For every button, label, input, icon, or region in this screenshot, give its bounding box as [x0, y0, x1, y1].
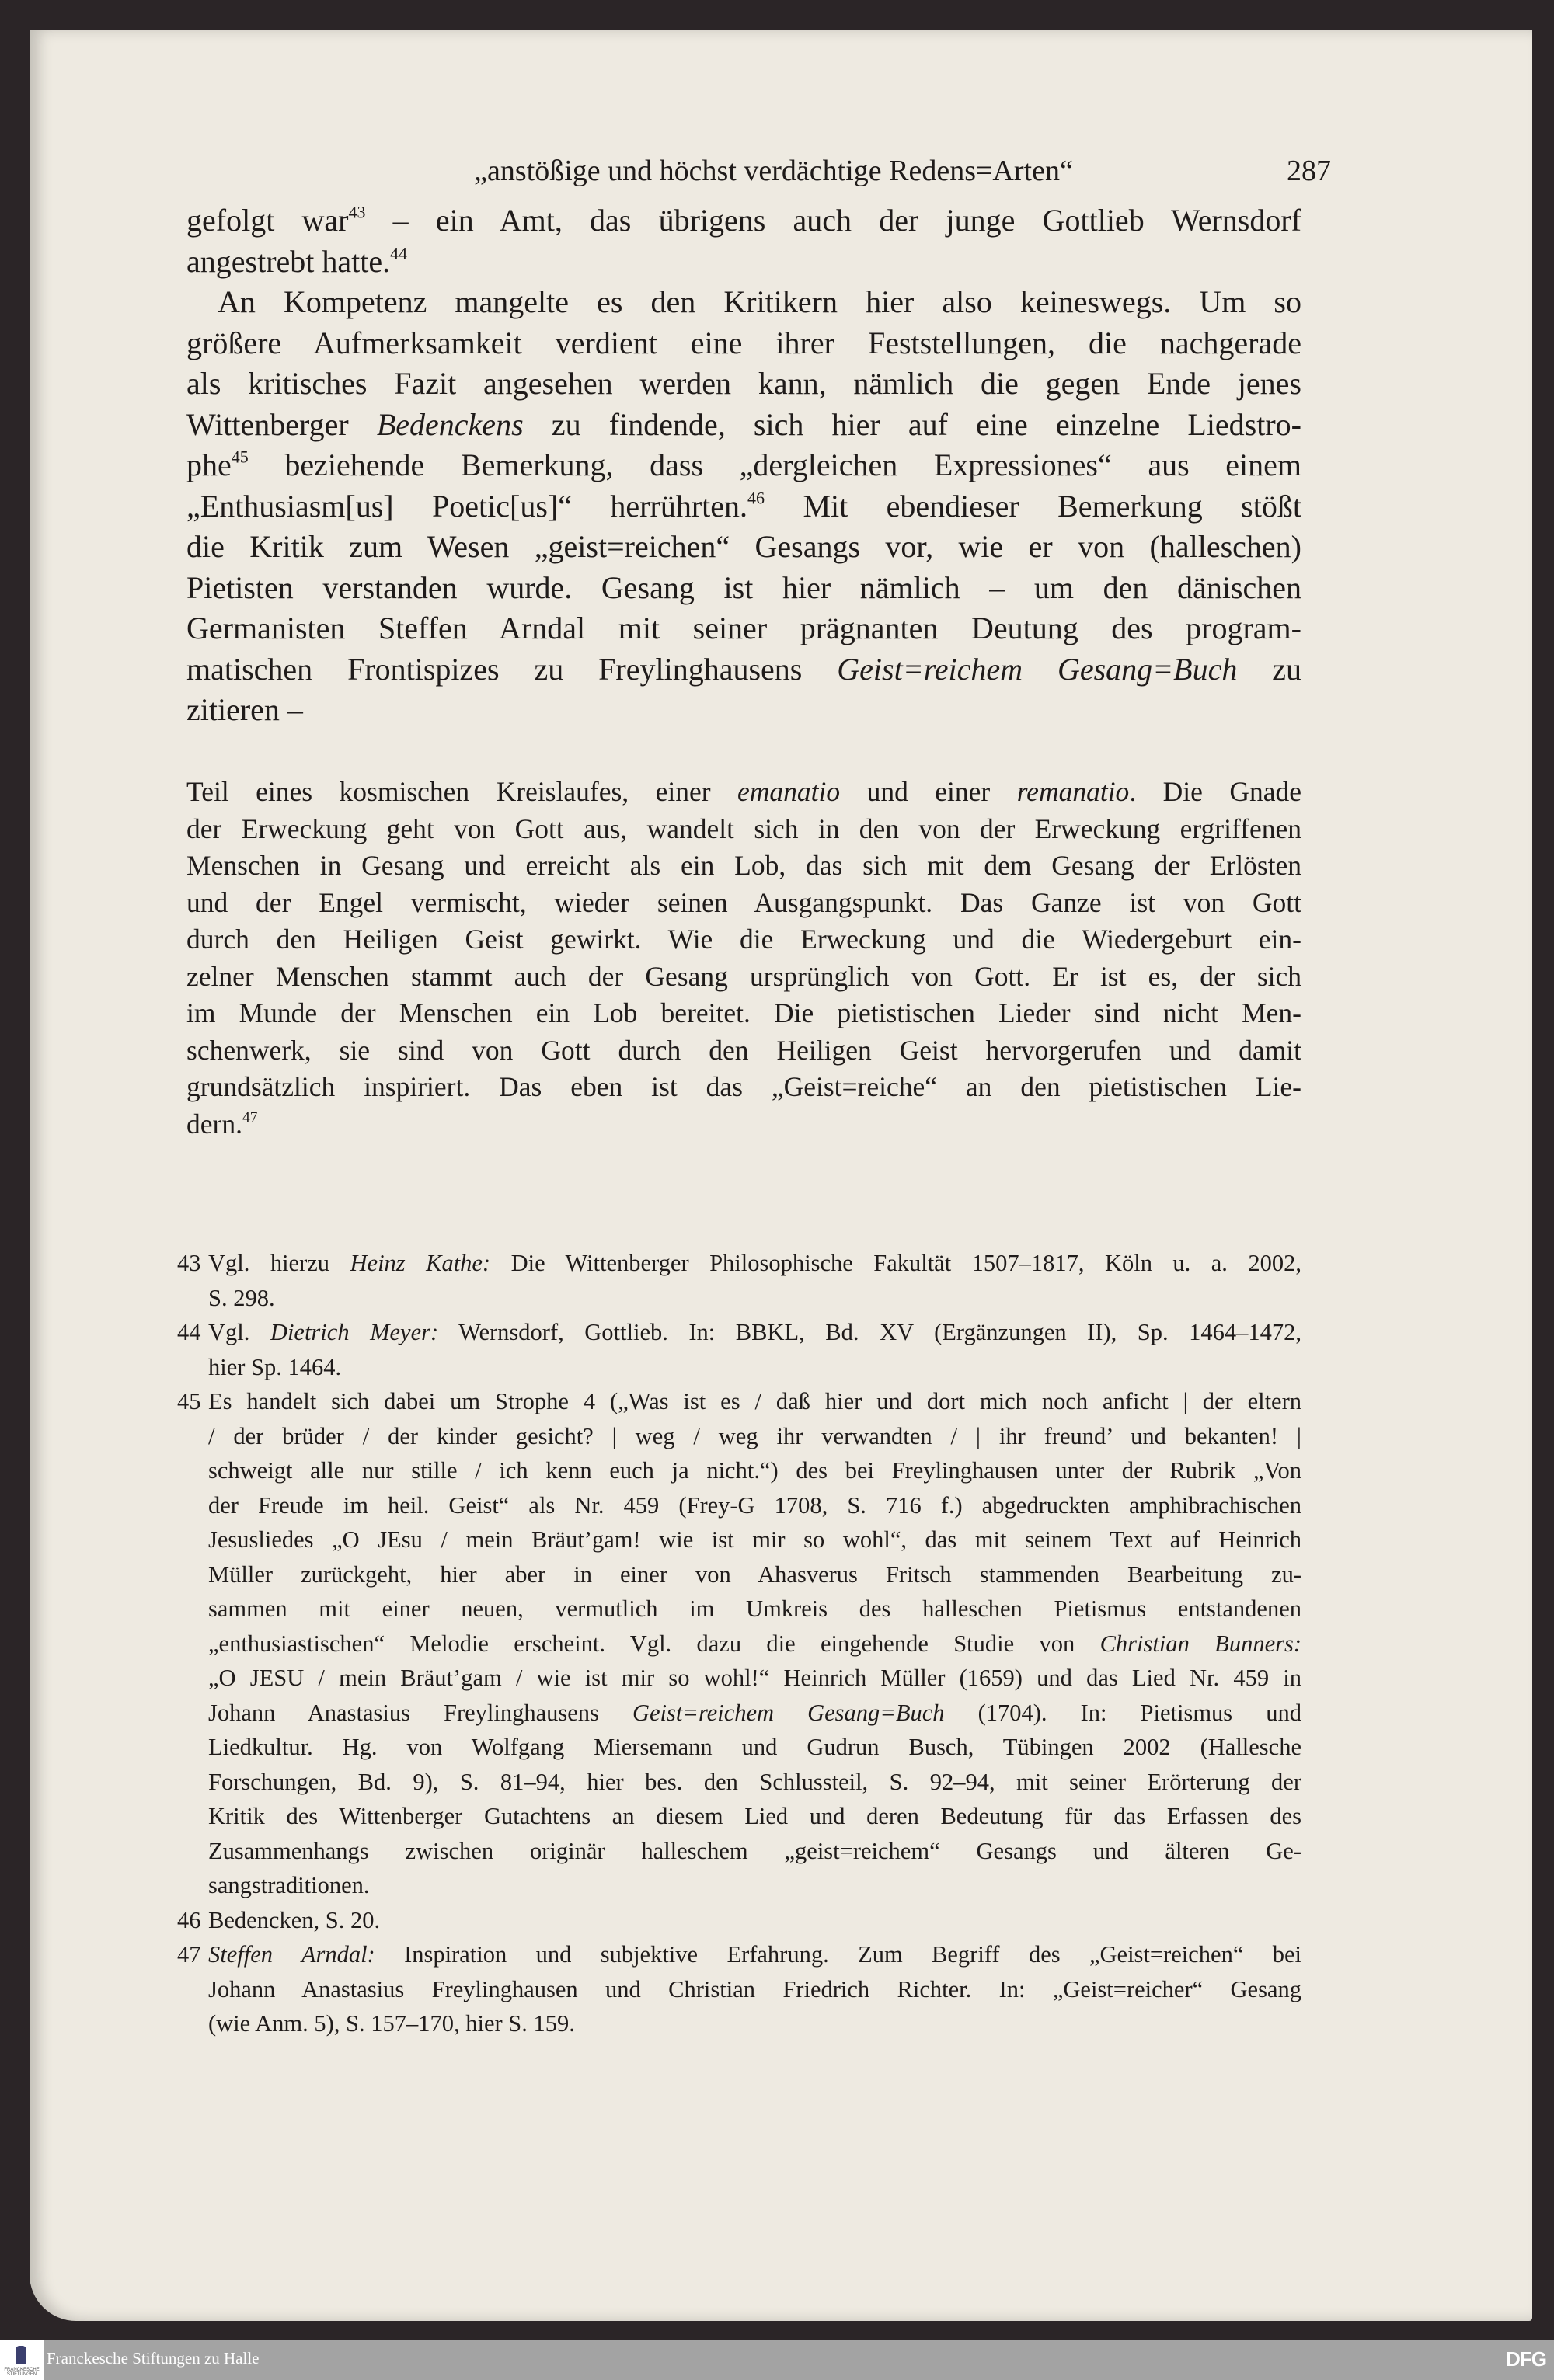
text-line — [186, 921, 1301, 959]
text-run: Johann Anastasius Freylinghausens — [208, 1699, 632, 1726]
text-run: „O JESU / mein Bräut’gam / wie ist mir so wohl!“ Heinrich Müller (1659) und das Lied Nr. 459 in — [208, 1665, 1301, 1691]
footnote-number: 46 — [177, 1906, 201, 1933]
text-run: schenwerk, sie sind von Gott durch den Heiligen Geist hervorgerufen und damit — [186, 1034, 1301, 1066]
footnote-number: 45 — [177, 1388, 201, 1414]
text-run: Müller zurückgeht, hier aber in einer von Ahasverus Fritsch stammenden Bearbeitung zu- — [208, 1561, 1301, 1588]
text-run: Vgl. hierzu — [208, 1250, 350, 1276]
italic-text: Steffen Arndal: — [208, 1941, 375, 1968]
text-line — [208, 1868, 1301, 1903]
text-line — [186, 200, 1301, 242]
footer-bar — [0, 2340, 1554, 2380]
text-run: Es handelt sich dabei um Strophe 4 („Was ist es / daß hier und dort mich noch anficht | der eltern — [208, 1388, 1301, 1414]
text-line — [208, 1627, 1301, 1661]
text-line — [186, 649, 1301, 691]
italic-text: remanatio — [1016, 776, 1130, 807]
text-line — [186, 1069, 1301, 1106]
text-run: phe — [186, 447, 232, 482]
text-line — [186, 959, 1301, 996]
italic-text: Bedenckens — [376, 406, 524, 442]
text-run: sammen mit einer neuen, vermutlich im Umkreis des halleschen Pietismus entstandenen — [208, 1595, 1301, 1622]
text-run: Wernsdorf, Gottlieb. In: BBKL, Bd. XV (Ergänzungen II), Sp. 1464–1472, — [438, 1319, 1302, 1345]
footnote-ref[interactable]: 44 — [390, 243, 408, 263]
text-run: Kritik des Wittenberger Gutachtens an diesem Lied und deren Bedeutung für das Erfassen des — [208, 1803, 1301, 1829]
text-line — [186, 323, 1301, 364]
text-line — [208, 1246, 1301, 1281]
text-line — [208, 1972, 1301, 2007]
text-run: sangstraditionen. — [208, 1872, 370, 1898]
text-run: und der Engel vermischt, wieder seinen Ausgangspunkt. Das Ganze ist von Gott — [186, 886, 1301, 918]
text-line — [186, 445, 1301, 486]
text-line — [208, 2006, 1301, 2041]
text-line — [208, 1592, 1301, 1627]
text-run: dern. — [186, 1108, 242, 1140]
institution-name: Franckesche Stiftungen zu Halle — [47, 2349, 260, 2368]
text-line — [186, 1106, 1301, 1143]
text-run: als kritisches Fazit angesehen werden kann, nämlich die gegen Ende jenes — [186, 366, 1301, 401]
text-run: gefolgt war — [186, 203, 349, 238]
text-line — [186, 364, 1301, 405]
text-run: (1704). In: Pietismus und — [944, 1699, 1301, 1726]
text-run: Jesusliedes „O JEsu / mein Bräut’gam! wie ist mir so wohl“, das mit seinem Text auf Heinrich — [208, 1526, 1301, 1553]
text-run: größere Aufmerksamkeit verdient eine ihrer Feststellungen, die nachgerade — [186, 325, 1301, 360]
text-run: Forschungen, Bd. 9), S. 81–94, hier bes. den Schlussteil, S. 92–94, mit seiner Erörterung der — [208, 1768, 1301, 1795]
text-line — [208, 1834, 1301, 1869]
text-line — [208, 1384, 1301, 1419]
text-run: Menschen in Gesang und erreicht als ein Lob, das sich mit dem Gesang der Erlösten — [186, 850, 1301, 881]
text-line — [186, 282, 1301, 323]
text-run: Die Wittenberger Philosophische Fakultät 1507–1817, Köln u. a. 2002, — [490, 1250, 1301, 1276]
footnote-text — [208, 1384, 1301, 1903]
footnote-46 — [177, 1903, 1301, 1938]
text-run: Vgl. — [208, 1319, 270, 1345]
text-line — [186, 486, 1301, 527]
footnote-text — [208, 1315, 1301, 1384]
footnote-45 — [177, 1384, 1301, 1903]
text-run: schweigt alle nur stille / ich kenn euch ja nicht.“) des bei Freylinghausen unter der Rubrik „Von — [208, 1457, 1301, 1484]
text-line — [186, 608, 1301, 649]
text-run: beziehende Bemerkung, dass „dergleichen Expressiones“ aus einem — [248, 447, 1301, 482]
text-run: durch den Heiligen Geist gewirkt. Wie die Erweckung und die Wiedergeburt ein- — [186, 924, 1301, 955]
text-run: grundsätzlich inspiriert. Das eben ist das „Geist=reiche“ an den pietistischen Lie- — [186, 1071, 1301, 1102]
footnote-47 — [177, 1937, 1301, 2041]
footnote-text — [208, 1937, 1301, 2041]
text-line — [186, 405, 1301, 446]
text-line — [186, 774, 1301, 811]
text-line — [208, 1350, 1301, 1385]
italic-text: Heinz Kathe: — [350, 1250, 491, 1276]
text-line — [186, 242, 1301, 283]
text-run: der Freude im heil. Geist“ als Nr. 459 (Frey-G 1708, S. 716 f.) abgedruckten amphibrachischen — [208, 1491, 1301, 1519]
text-run: hier Sp. 1464. — [208, 1353, 342, 1380]
text-run: und einer — [840, 776, 1017, 807]
body-text — [186, 200, 1301, 731]
italic-text: emanatio — [737, 776, 841, 807]
text-run: angestrebt hatte. — [186, 243, 391, 279]
text-line — [186, 995, 1301, 1032]
text-line — [208, 1661, 1301, 1696]
text-line — [208, 1522, 1301, 1557]
italic-text: Geist=reichem Gesang=Buch — [632, 1699, 945, 1726]
page-number: 287 — [1287, 155, 1331, 187]
text-line — [208, 1488, 1301, 1523]
footnote-number: 47 — [177, 1941, 201, 1968]
dfg-logo: DFG — [1506, 2347, 1546, 2371]
italic-text: Christian Bunners: — [1099, 1630, 1301, 1657]
text-run: zelner Menschen stammt auch der Gesang ursprünglich von Gott. Er ist es, der sich — [186, 960, 1301, 992]
text-run: zu findende, sich hier auf eine einzelne Liedstro- — [523, 406, 1302, 442]
text-line — [208, 1453, 1301, 1488]
text-run: Johann Anastasius Freylinghausen und Christian Friedrich Richter. In: „Geist=reicher“ Gesang — [208, 1975, 1301, 2002]
text-run: „enthusiastischen“ Melodie erscheint. Vgl. dazu die eingehende Studie von — [208, 1630, 1100, 1657]
text-line — [186, 847, 1301, 885]
text-line — [208, 1765, 1301, 1800]
italic-text: Dietrich Meyer: — [270, 1319, 439, 1345]
text-line — [186, 568, 1301, 609]
text-line — [208, 1557, 1301, 1592]
text-run: An Kompetenz mangelte es den Kritikern hier also keineswegs. Um so — [218, 284, 1301, 319]
footnote-ref[interactable]: 46 — [747, 488, 765, 507]
text-run: Mit ebendieser Bemerkung stößt — [765, 488, 1301, 524]
text-line — [208, 1937, 1301, 1972]
text-run: im Munde der Menschen ein Lob bereitet. Die pietistischen Lieder sind nicht Men- — [186, 997, 1301, 1028]
footnotes — [177, 1246, 1301, 2041]
text-run: zitieren – — [186, 692, 303, 727]
text-line — [208, 1799, 1301, 1834]
footnote-number: 44 — [177, 1319, 201, 1345]
text-line — [186, 811, 1301, 848]
text-run: Germanisten Steffen Arndal mit seiner prägnanten Deutung des program- — [186, 611, 1301, 645]
text-run: zu — [1237, 651, 1302, 687]
footnote-43 — [177, 1246, 1301, 1315]
text-run: (wie Anm. 5), S. 157–170, hier S. 159. — [208, 2010, 575, 2037]
text-run: der Erweckung geht von Gott aus, wandelt sich in den von der Erweckung ergriffenen — [186, 812, 1301, 844]
text-line — [208, 1419, 1301, 1454]
text-line — [208, 1903, 1301, 1938]
text-line — [208, 1315, 1301, 1350]
text-run: „Enthusiasm[us] Poetic[us]“ herrührten. — [186, 488, 748, 524]
text-run: Teil eines kosmischen Kreislaufes, einer — [186, 776, 737, 807]
running-header — [216, 154, 1331, 193]
italic-text: Geist=reichem Gesang=Buch — [837, 651, 1238, 687]
text-run: . Die Gnade — [1129, 776, 1301, 807]
footnote-44 — [177, 1315, 1301, 1384]
text-run: Liedkultur. Hg. von Wolfgang Miersemann und Gudrun Busch, Tübingen 2002 (Hallesche — [208, 1734, 1301, 1760]
text-run: Bedencken, S. 20. — [208, 1906, 381, 1933]
text-run: / der brüder / der kinder gesicht? | weg / weg ihr verwandten / | ihr freund’ und bekanten! | — [208, 1422, 1301, 1449]
institution-logo — [0, 2340, 44, 2380]
footnote-ref[interactable]: 43 — [348, 202, 366, 222]
text-line — [186, 690, 1301, 731]
footnote-number: 43 — [177, 1250, 201, 1276]
footnote-text — [208, 1903, 1301, 1938]
footnote-ref[interactable]: 47 — [242, 1108, 258, 1126]
text-line — [186, 885, 1301, 922]
text-line — [208, 1730, 1301, 1765]
text-run: die Kritik zum Wesen „geist=reichen“ Gesangs vor, wie er von (halleschen) — [186, 529, 1301, 564]
text-run: Pietisten verstanden wurde. Gesang ist hier nämlich – um den dänischen — [186, 569, 1301, 605]
text-run: Wittenberger — [186, 406, 377, 442]
text-run: Zusammenhangs zwischen originär halleschem „geist=reichem“ Gesangs und älteren Ge- — [208, 1837, 1301, 1864]
text-run: – ein Amt, das übrigens auch der junge Gottlieb Wernsdorf — [365, 203, 1301, 238]
text-line — [186, 1032, 1301, 1070]
text-run: matischen Frontispizes zu Freylinghausens — [186, 651, 838, 687]
logo-figure-icon — [16, 2346, 26, 2364]
logo-caption: FRANCKESCHE STIFTUNGEN — [4, 2368, 40, 2377]
text-line — [208, 1696, 1301, 1731]
text-run: S. 298. — [208, 1284, 275, 1311]
footnote-text — [208, 1246, 1301, 1315]
block-quote — [186, 774, 1301, 1143]
running-title: „anstößige und höchst verdächtige Redens=Arten“ — [474, 155, 1073, 187]
footnote-ref[interactable]: 45 — [231, 447, 249, 467]
text-run: Inspiration und subjektive Erfahrung. Zum Begriff des „Geist=reichen“ bei — [375, 1941, 1302, 1968]
text-line — [186, 527, 1301, 568]
text-line — [208, 1281, 1301, 1316]
